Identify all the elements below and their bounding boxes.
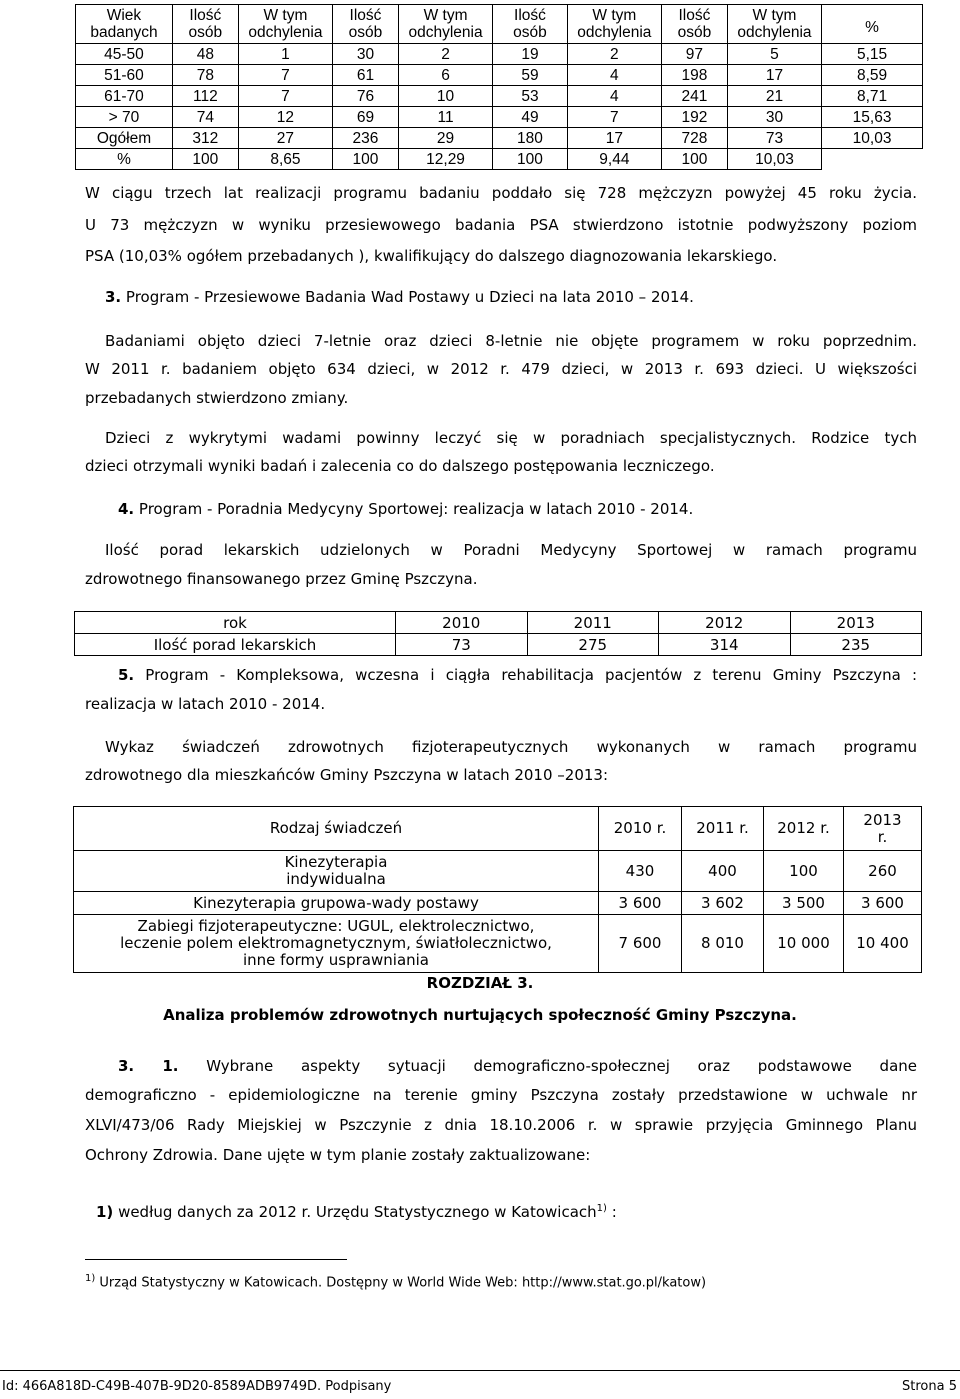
paragraph-text: Ochrony Zdrowia. Dane ujęte w tym planie zostały zaktualizowane: bbox=[85, 1146, 591, 1164]
table-cell: 78 bbox=[172, 65, 238, 86]
table-cell: 312 bbox=[172, 128, 238, 149]
paragraph-text: przebadanych stwierdzono zmiany. bbox=[85, 389, 349, 407]
paragraph-treatment-l1 bbox=[85, 423, 917, 453]
table-cell: 11 bbox=[398, 107, 492, 128]
section-title: Program - Kompleksowa, wczesna i ciągła rehabilitacja pacjentów z terenu Gminy Pszczyna : bbox=[134, 666, 917, 684]
table-cell: 74 bbox=[172, 107, 238, 128]
table-cell: 49 bbox=[493, 107, 568, 128]
paragraph-sports-l1 bbox=[85, 535, 917, 565]
table-cell: 8,65 bbox=[238, 149, 332, 170]
header-cell bbox=[822, 5, 923, 44]
table-cell: 3 500 bbox=[764, 892, 844, 915]
section-number: 5. bbox=[118, 666, 135, 684]
list-item-1 bbox=[96, 1194, 928, 1227]
paragraph-text: U 73 mężczyzn w wyniku przesiewowego badania PSA stwierdzono istotnie podwyższony poziom bbox=[85, 216, 917, 234]
section-3-1-line2 bbox=[85, 1080, 917, 1110]
table-cell: 112 bbox=[172, 86, 238, 107]
paragraph-children-l3 bbox=[85, 383, 917, 413]
section-3-1-line3 bbox=[85, 1110, 917, 1140]
table-cell: 19 bbox=[493, 44, 568, 65]
section-title: Program - Przesiewowe Badania Wad Postawy u Dzieci na lata 2010 – 2014. bbox=[121, 288, 694, 306]
header-cell bbox=[493, 5, 568, 44]
table-row bbox=[74, 892, 922, 915]
table-cell: 236 bbox=[333, 128, 399, 149]
table-cell: 10 bbox=[398, 86, 492, 107]
table-cell: 61-70 bbox=[76, 86, 173, 107]
header-cell-line: odchylenia bbox=[577, 24, 652, 41]
service-name-line: indywidualna bbox=[286, 870, 386, 888]
header-cell-line: W tym bbox=[752, 7, 797, 24]
table-cell: 17 bbox=[727, 65, 821, 86]
table-cell: 100 bbox=[333, 149, 399, 170]
header-cell bbox=[662, 5, 728, 44]
header-cell-line: odchylenia bbox=[408, 24, 483, 41]
header-cell-line: % bbox=[865, 18, 879, 36]
chapter-title-text: Analiza problemów zdrowotnych nurtujących społeczność Gminy Pszczyna. bbox=[163, 1006, 797, 1024]
table-cell: Ogółem bbox=[76, 128, 173, 149]
table-cell: 76 bbox=[333, 86, 399, 107]
table-cell: 235 bbox=[790, 634, 922, 656]
table-cell: 30 bbox=[333, 44, 399, 65]
paragraph-text: Badaniami objęto dzieci 7-letnie oraz dzieci 8-letnie nie objęte programem w roku poprzednim. bbox=[105, 332, 917, 350]
header-cell: Rodzaj świadczeń bbox=[74, 807, 599, 851]
table-cell: 7 bbox=[238, 65, 332, 86]
header-cell bbox=[172, 5, 238, 44]
paragraph-physio-l2 bbox=[85, 760, 917, 790]
table-cell: 30 bbox=[727, 107, 821, 128]
table-cell: 2012 bbox=[659, 612, 791, 634]
service-name-line: inne formy usprawniania bbox=[243, 951, 429, 969]
chapter-heading bbox=[0, 971, 960, 995]
table-cell: 100 bbox=[662, 149, 728, 170]
header-cell bbox=[238, 5, 332, 44]
section-3-1-line1 bbox=[118, 1051, 917, 1081]
table-cell: 12,29 bbox=[398, 149, 492, 170]
table-cell: 100 bbox=[764, 851, 844, 892]
service-name-line: leczenie polem elektromagnetycznym, światłolecznictwo, bbox=[120, 934, 552, 952]
header-cell bbox=[398, 5, 492, 44]
table-row bbox=[76, 149, 923, 170]
section-title: Program - Poradnia Medycyny Sportowej: realizacja w latach 2010 - 2014. bbox=[134, 500, 694, 518]
paragraph-text: XLVI/473/06 Rady Miejskiej w Pszczynie z dnia 18.10.2006 r. w sprawie przyjęcia Gminnego Planu bbox=[85, 1116, 917, 1134]
table-cell: 275 bbox=[527, 634, 659, 656]
table-cell: 8,59 bbox=[822, 65, 923, 86]
paragraph-text: Ilość porad lekarskich udzielonych w Poradni Medycyny Sportowej w ramach programu bbox=[105, 541, 917, 559]
service-name-cell bbox=[74, 915, 599, 973]
table-cell: 48 bbox=[172, 44, 238, 65]
paragraph-children-l2 bbox=[85, 354, 917, 384]
paragraph-text: W ciągu trzech lat realizacji programu badaniu poddało się 728 mężczyzn powyżej 45 roku życia. bbox=[85, 184, 917, 202]
table-cell: 29 bbox=[398, 128, 492, 149]
section-5-heading bbox=[118, 660, 917, 690]
table-cell: 73 bbox=[727, 128, 821, 149]
table-cell: 53 bbox=[493, 86, 568, 107]
header-cell-line: Ilość bbox=[349, 7, 382, 24]
header-cell-line: Ilość bbox=[189, 7, 222, 24]
table-cell: 198 bbox=[662, 65, 728, 86]
header-cell-line: 2013 bbox=[863, 810, 902, 829]
table-header-row bbox=[76, 5, 923, 44]
table-cell: 9,44 bbox=[567, 149, 661, 170]
paragraph-psa-summary bbox=[85, 178, 917, 208]
paragraph-text: PSA (10,03% ogółem przebadanych ), kwalifikujący do dalszego diagnozowania lekarskiego. bbox=[85, 247, 778, 265]
paragraph-text: Dzieci z wykrytymi wadami powinny leczyć się w poradniach specjalistycznych. Rodzice tych bbox=[105, 429, 917, 447]
table-cell: 3 602 bbox=[682, 892, 764, 915]
header-cell bbox=[333, 5, 399, 44]
table-cell: 10,03 bbox=[727, 149, 821, 170]
footnote-text: Urząd Statystyczny w Katowicach. Dostępny w World Wide Web: http://www.stat.go.pl/katow) bbox=[95, 1275, 707, 1291]
table-cell: rok bbox=[75, 612, 396, 634]
section-number: 4. bbox=[118, 500, 135, 518]
header-cell bbox=[727, 5, 821, 44]
table-cell: 51-60 bbox=[76, 65, 173, 86]
service-name-line: Kinezyterapia bbox=[284, 853, 388, 871]
header-cell-line: Wiek bbox=[106, 7, 142, 24]
table-cell: 10,03 bbox=[822, 128, 923, 149]
paragraph-text: Wykaz świadczeń zdrowotnych fizjoterapeutycznych wykonanych w ramach programu bbox=[105, 738, 917, 756]
table-cell: 2010 bbox=[396, 612, 528, 634]
document-footer bbox=[0, 1370, 960, 1399]
paragraph-sports-l2 bbox=[85, 564, 917, 594]
header-cell-line: Ilość bbox=[678, 7, 711, 24]
chapter-label: ROZDZIAŁ 3. bbox=[426, 974, 534, 992]
table-row bbox=[76, 65, 923, 86]
table-cell: 7 bbox=[238, 86, 332, 107]
footnote-marker: 1) bbox=[85, 1273, 96, 1284]
table-cell: 241 bbox=[662, 86, 728, 107]
medical-consultations-table bbox=[74, 611, 922, 656]
table-cell: 5,15 bbox=[822, 44, 923, 65]
header-cell-line: badanych bbox=[90, 24, 158, 41]
table-cell: % bbox=[76, 149, 173, 170]
table-row bbox=[76, 128, 923, 149]
list-text: według danych za 2012 r. Urzędu Statystycznego w Katowicach bbox=[113, 1203, 597, 1221]
table-header-row bbox=[74, 807, 922, 851]
header-cell-line: osób bbox=[348, 24, 383, 41]
table-cell: 17 bbox=[567, 128, 661, 149]
page-number: Strona 5 bbox=[902, 1379, 957, 1394]
service-name-line: Zabiegi fizjoterapeutyczne: UGUL, elektrolecznictwo, bbox=[137, 917, 535, 935]
paragraph-physio-l1 bbox=[85, 732, 917, 762]
table-cell: 61 bbox=[333, 65, 399, 86]
header-cell-line: r. bbox=[877, 827, 888, 846]
section-title: realizacja w latach 2010 - 2014. bbox=[85, 695, 326, 713]
table-cell: 1 bbox=[238, 44, 332, 65]
table-row bbox=[75, 612, 922, 634]
table-cell: 12 bbox=[238, 107, 332, 128]
paragraph-text: dzieci otrzymali wyniki badań i zalecenia co do dalszego postępowania leczniczego. bbox=[85, 457, 715, 475]
table-cell: 192 bbox=[662, 107, 728, 128]
header-cell-line: osób bbox=[677, 24, 712, 41]
table-cell: 21 bbox=[727, 86, 821, 107]
table-cell: 260 bbox=[844, 851, 922, 892]
list-tail: : bbox=[606, 1203, 617, 1221]
paragraph-text: zdrowotnego finansowanego przez Gminę Pszczyna. bbox=[85, 570, 478, 588]
header-cell: 2012 r. bbox=[764, 807, 844, 851]
table-cell: 6 bbox=[398, 65, 492, 86]
table-cell: 100 bbox=[172, 149, 238, 170]
table-cell: 2 bbox=[398, 44, 492, 65]
table-cell: 2013 bbox=[790, 612, 922, 634]
paragraph-psa-result-line2 bbox=[85, 241, 917, 271]
paragraph-text: W 2011 r. badaniem objęto 634 dzieci, w 2012 r. 479 dzieci, w 2013 r. 693 dzieci. U większości bbox=[85, 360, 917, 378]
table-cell: 59 bbox=[493, 65, 568, 86]
section-title: Wybrane aspekty sytuacji demograficzno-społecznej oraz podstawowe dane bbox=[178, 1057, 918, 1075]
header-cell: 2011 r. bbox=[682, 807, 764, 851]
section-number: 3. 1. bbox=[118, 1057, 179, 1075]
table-cell: 2 bbox=[567, 44, 661, 65]
table-cell: 314 bbox=[659, 634, 791, 656]
table-cell: 15,63 bbox=[822, 107, 923, 128]
table-cell: 3 600 bbox=[844, 892, 922, 915]
footnote-ref[interactable]: 1) bbox=[596, 1203, 607, 1214]
table-cell: 27 bbox=[238, 128, 332, 149]
header-cell-line: odchylenia bbox=[737, 24, 812, 41]
paragraph-psa-result-line1 bbox=[85, 210, 917, 240]
table-cell: 7 600 bbox=[599, 915, 682, 973]
footnote-separator bbox=[85, 1259, 347, 1260]
service-name-cell bbox=[74, 892, 599, 915]
header-cell: 2010 r. bbox=[599, 807, 682, 851]
table-cell: 7 bbox=[567, 107, 661, 128]
table-cell: 45-50 bbox=[76, 44, 173, 65]
table-row bbox=[76, 44, 923, 65]
header-cell-line: odchylenia bbox=[248, 24, 323, 41]
header-cell bbox=[567, 5, 661, 44]
table-cell: 8,71 bbox=[822, 86, 923, 107]
paragraph-children-l1 bbox=[85, 326, 917, 356]
header-cell-line: osób bbox=[188, 24, 223, 41]
header-cell-line: W tym bbox=[263, 7, 308, 24]
table-cell: 430 bbox=[599, 851, 682, 892]
section-number: 3. bbox=[105, 288, 122, 306]
table-cell bbox=[822, 149, 923, 170]
header-cell-line: osób bbox=[513, 24, 547, 41]
section-5-heading-line2 bbox=[85, 689, 917, 719]
table-row bbox=[75, 634, 922, 656]
header-cell-line: W tym bbox=[592, 7, 637, 24]
chapter-title bbox=[0, 1003, 960, 1027]
table-cell: > 70 bbox=[76, 107, 173, 128]
section-3-1-line4 bbox=[85, 1140, 917, 1170]
screening-results-table bbox=[75, 4, 923, 170]
physiotherapy-services-table bbox=[73, 806, 922, 973]
table-cell: 3 600 bbox=[599, 892, 682, 915]
table-cell: 728 bbox=[662, 128, 728, 149]
table-cell: 8 010 bbox=[682, 915, 764, 973]
service-name-line: Kinezyterapia grupowa-wady postawy bbox=[193, 893, 479, 912]
table-cell: 5 bbox=[727, 44, 821, 65]
paragraph-treatment-l2 bbox=[85, 451, 917, 481]
section-3-heading bbox=[105, 282, 937, 312]
paragraph-text: demograficzno - epidemiologiczne na terenie gminy Pszczyna zostały przedstawione w uchwale nr bbox=[85, 1086, 917, 1104]
footnote bbox=[85, 1270, 706, 1292]
table-row bbox=[74, 851, 922, 892]
table-cell: Ilość porad lekarskich bbox=[75, 634, 396, 656]
table-cell: 100 bbox=[493, 149, 568, 170]
table-cell: 4 bbox=[567, 86, 661, 107]
table-row bbox=[76, 107, 923, 128]
header-cell-line: Ilość bbox=[514, 7, 546, 24]
header-cell bbox=[844, 807, 922, 851]
table-cell: 180 bbox=[493, 128, 568, 149]
table-cell: 69 bbox=[333, 107, 399, 128]
table-row bbox=[74, 915, 922, 973]
table-cell: 97 bbox=[662, 44, 728, 65]
table-cell: 4 bbox=[567, 65, 661, 86]
document-id: Id: 466A818D-C49B-407B-9D20-8589ADB9749D. Podpisany bbox=[2, 1379, 392, 1394]
table-cell: 73 bbox=[396, 634, 528, 656]
table-cell: 10 400 bbox=[844, 915, 922, 973]
service-name-cell bbox=[74, 851, 599, 892]
header-cell-line: W tym bbox=[423, 7, 468, 24]
table-row bbox=[76, 86, 923, 107]
table-cell: 400 bbox=[682, 851, 764, 892]
paragraph-text: zdrowotnego dla mieszkańców Gminy Pszczyna w latach 2010 –2013: bbox=[85, 766, 609, 784]
header-cell bbox=[76, 5, 173, 44]
list-number: 1) bbox=[96, 1203, 114, 1221]
table-cell: 10 000 bbox=[764, 915, 844, 973]
table-cell: 2011 bbox=[527, 612, 659, 634]
section-4-heading bbox=[118, 494, 950, 524]
